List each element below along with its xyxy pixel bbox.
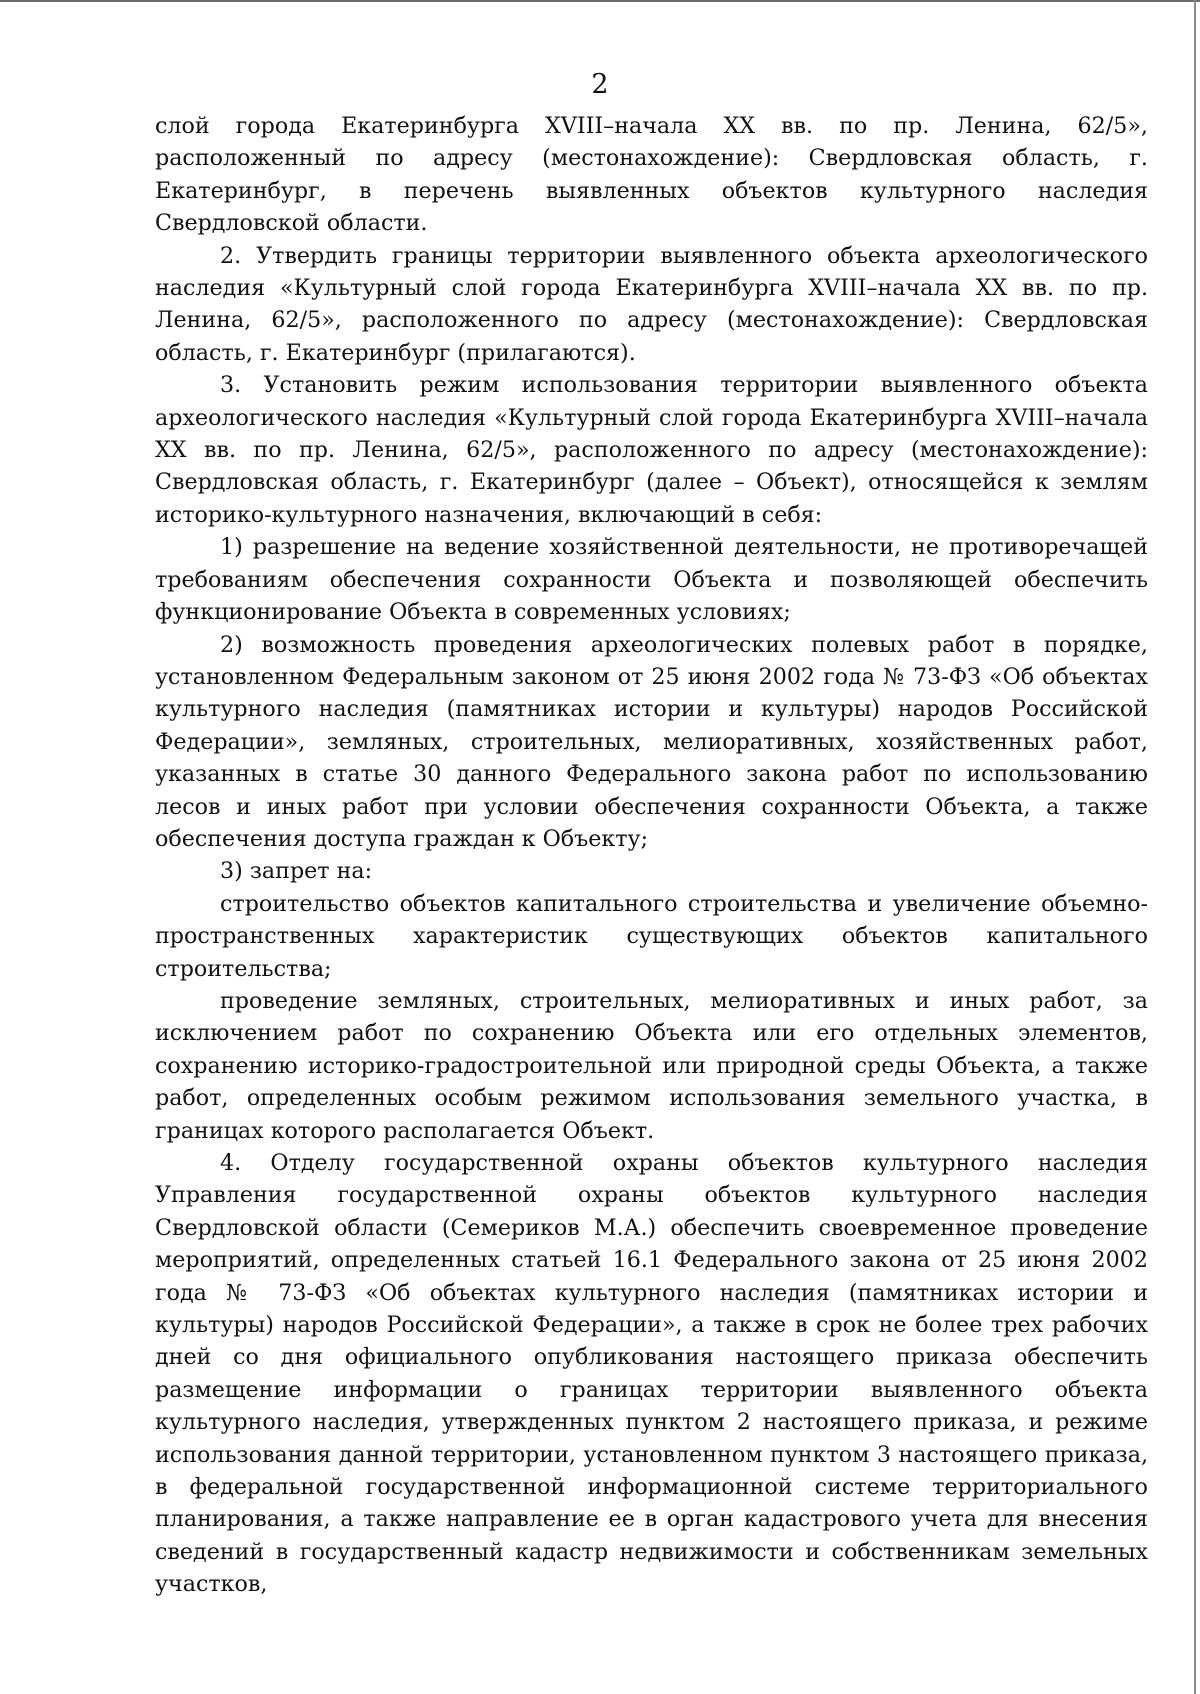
- paragraph-item-4: 4. Отделу государственной охраны объектов культурного наследия Управления государственной охраны объектов культурного наследия Свердловской области (Семериков М.А.) обеспечить своевременное проведение мероприятий, определенных статьей 16.1 Федерального закона от 25 июня 2002 года № 73-ФЗ «Об объектах культурного наследия (памятниках истории и культуры) народов Российской Федерации», а также в срок не более трех рабочих дней со дня официального опубликования настоящего приказа обеспечить размещение информации о границах территории выявленного объекта культурного наследия, утвержденных пунктом 2 настоящего приказа, и режиме использования данной территории, установленном пунктом 3 настоящего приказа, в федеральной государственной информационной системе территориального планирования, а также направление ее в орган кадастрового учета для внесения сведений в государственный кадастр недвижимости и собственникам земельных участков,: [155, 1150, 1148, 1598]
- document-body: [155, 110, 1148, 1601]
- paragraph-item-2: 2. Утвердить границы территории выявленного объекта археологического наследия «Культурный слой города Екатеринбурга XVIII–начала XX вв. по пр. Ленина, 62/5», расположенного по адресу (местонахождение): Свердловская область, г. Екатеринбург (прилагаются).: [155, 242, 1148, 366]
- paragraph-prohibition-construction: строительство объектов капитального строительства и увеличение объемно-пространственных характеристик существующих объектов капитального строительства;: [155, 890, 1148, 982]
- page-number: 2: [591, 69, 609, 100]
- paragraph-subitem-1: 1) разрешение на ведение хозяйственной деятельности, не противоречащей требованиям обеспечения сохранности Объекта и позволяющей обеспечить функционирование Объекта в современных условиях;: [155, 534, 1148, 626]
- paragraph-prohibition-works: проведение земляных, строительных, мелиоративных и иных работ, за исключением работ по сохранению Объекта или его отдельных элементов, сохранению историко-градостроительной или природной среды Объекта, а также работ, определенных особым режимом использования земельного участка, в границах которого располагается Объект.: [155, 987, 1148, 1144]
- paragraph-subitem-2: 2) возможность проведения археологических полевых работ в порядке, установленном Федеральным законом от 25 июня 2002 года № 73-ФЗ «Об объектах культурного наследия (памятниках истории и культуры) народов Российской Федерации», земляных, строительных, мелиоративных, хозяйственных работ, указанных в статье 30 данного Федерального закона работ по использованию лесов и иных работ при условии обеспечения сохранности Объекта, а также обеспечения доступа граждан к Объекту;: [155, 631, 1148, 852]
- paragraph-subitem-3: 3) запрет на:: [220, 858, 373, 885]
- scan-edge-right: [1194, 0, 1196, 1694]
- scan-edge-top: [0, 0, 1200, 2]
- paragraph-1: слой города Екатеринбурга XVIII–начала XX вв. по пр. Ленина, 62/5», расположенный по адресу (местонахождение): Свердловская область, г. Екатеринбург, в перечень выявленных объектов культурного наследия Свердловской области.: [155, 113, 1148, 237]
- paragraph-item-3: 3. Установить режим использования территории выявленного объекта археологического наследия «Культурный слой города Екатеринбурга XVIII–начала XX вв. по пр. Ленина, 62/5», расположенного по адресу (местонахождение): Свердловская область, г. Екатеринбург (далее – Объект), относящейся к землям историко-культурного назначения, включающий в себя:: [155, 372, 1148, 528]
